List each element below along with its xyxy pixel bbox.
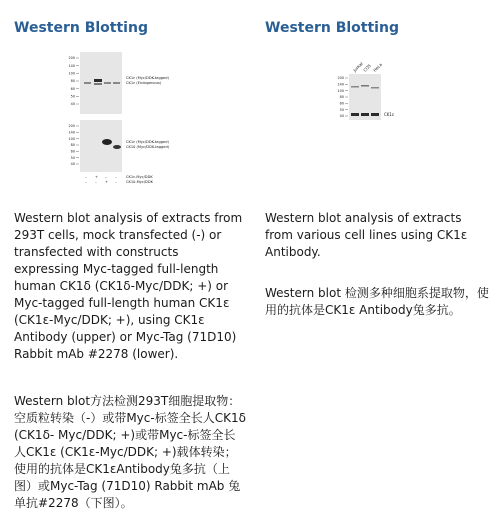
lane-label-cos: COS <box>362 63 372 73</box>
left-western-blot-figure <box>54 46 206 188</box>
lane-row-2-label: CK1δ-Myc/DDK <box>126 180 153 184</box>
right-band-lane2 <box>361 113 369 116</box>
lane-row-2-sign-2: – <box>95 180 97 184</box>
upper-band-label-1: CK1ε (Myc/DDK-tagged) <box>126 76 169 80</box>
upper-band-lane2-tagged <box>94 79 102 82</box>
kda-label: 40 <box>339 114 344 119</box>
right-band-faint-2 <box>361 85 369 87</box>
lane-row-1-sign-1: – <box>85 175 87 179</box>
kda-label: 200 <box>68 56 75 61</box>
right-blot-svg <box>323 58 433 128</box>
right-band-faint-1 <box>351 86 359 88</box>
lower-kda-ticks <box>69 124 79 166</box>
right-kda-ticks <box>338 76 348 118</box>
lane-row-2 <box>85 180 154 184</box>
lane-row-2-sign-3: + <box>105 180 109 184</box>
kda-label: 140 <box>68 130 75 135</box>
kda-label: 140 <box>337 82 344 87</box>
kda-label: 100 <box>68 71 75 76</box>
lane-row-2-sign-1: – <box>85 180 87 184</box>
kda-label: 200 <box>68 124 75 129</box>
lane-row-1-label: CK1ε-Myc/DDK <box>126 175 153 179</box>
kda-label: 60 <box>339 101 344 106</box>
right-description-en: Western blot analysis of extracts from various cell lines using CK1ε Antibody. <box>265 211 468 259</box>
lower-band-ck1d <box>102 139 112 145</box>
lower-band-label-2: CK1δ (Myc/DDK-tagged) <box>126 145 170 149</box>
kda-label: 40 <box>70 162 75 167</box>
left-description-cn: Western blot方法检测293T细胞提取物：空质粒转染（-）或带Myc-标签全长人CK1δ (CK1δ- Myc/DDK; +)或带Myc-标签全长人CK1ε (CK1ε-Myc/DDK; +)载体转染；使用的抗体是CK1εAntibody兔多抗（上图）或Myc-Tag (71D10) Rabbit mAb 兔单抗#2278（下图）。 <box>14 394 246 510</box>
kda-label: 80 <box>70 79 75 84</box>
kda-label: 60 <box>70 149 75 154</box>
kda-label: 50 <box>339 107 344 112</box>
lane-label-hela: HeLa <box>372 61 383 73</box>
upper-band-lane4 <box>113 82 120 84</box>
kda-label: 200 <box>337 76 344 81</box>
upper-band-lane2-endogenous <box>94 83 102 85</box>
right-band-lane1 <box>351 113 359 116</box>
upper-band-label-2: CK1ε (Endogenous) <box>126 81 162 85</box>
right-description-cn: Western blot 检测多种细胞系提取物，使用的抗体是CK1ε Antibody兔多抗。 <box>265 286 489 317</box>
right-band-label: CK1ε <box>384 112 395 117</box>
kda-label: 80 <box>70 143 75 148</box>
lane-row-2-sign-4: – <box>115 180 117 184</box>
right-heading: Western Blotting <box>265 20 399 36</box>
kda-label: 50 <box>70 94 75 99</box>
lower-band-label-1: CK1ε (Myc/DDK-tagged) <box>126 140 169 144</box>
lane-row-1-sign-2: + <box>95 175 99 179</box>
lower-band-ck1e <box>113 145 121 149</box>
upper-kda-ticks <box>69 56 79 106</box>
left-description-en: Western blot analysis of extracts from 293T cells, mock transfected (-) or transfected with constructs expressing Myc-tagged full-length human CK1δ (CK1δ-Myc/DDK; +) or Myc-tagged full-length human CK1ε (CK1ε-Myc/DDK; +), using CK1ε Antibody (upper) or Myc-Tag (71D10) Rabbit mAb #2278 (lower). <box>14 211 243 361</box>
lane-label-jurkat: Jurkat <box>352 60 364 73</box>
lane-row-1-sign-3: – <box>105 175 107 179</box>
kda-label: 80 <box>339 95 344 100</box>
lane-row-1-sign-4: – <box>115 175 117 179</box>
right-western-blot-figure <box>323 58 433 128</box>
kda-label: 100 <box>68 136 75 141</box>
kda-label: 40 <box>70 102 75 107</box>
right-band-faint-3 <box>371 87 379 89</box>
kda-label: 50 <box>70 155 75 160</box>
upper-band-lane1 <box>84 82 91 84</box>
kda-label: 100 <box>337 88 344 93</box>
right-band-lane3 <box>371 113 379 116</box>
left-blot-svg <box>54 46 206 188</box>
upper-band-lane3 <box>104 82 111 84</box>
kda-label: 60 <box>70 86 75 91</box>
kda-label: 140 <box>68 63 75 68</box>
left-heading: Western Blotting <box>14 20 148 36</box>
lane-row-1 <box>85 175 153 179</box>
